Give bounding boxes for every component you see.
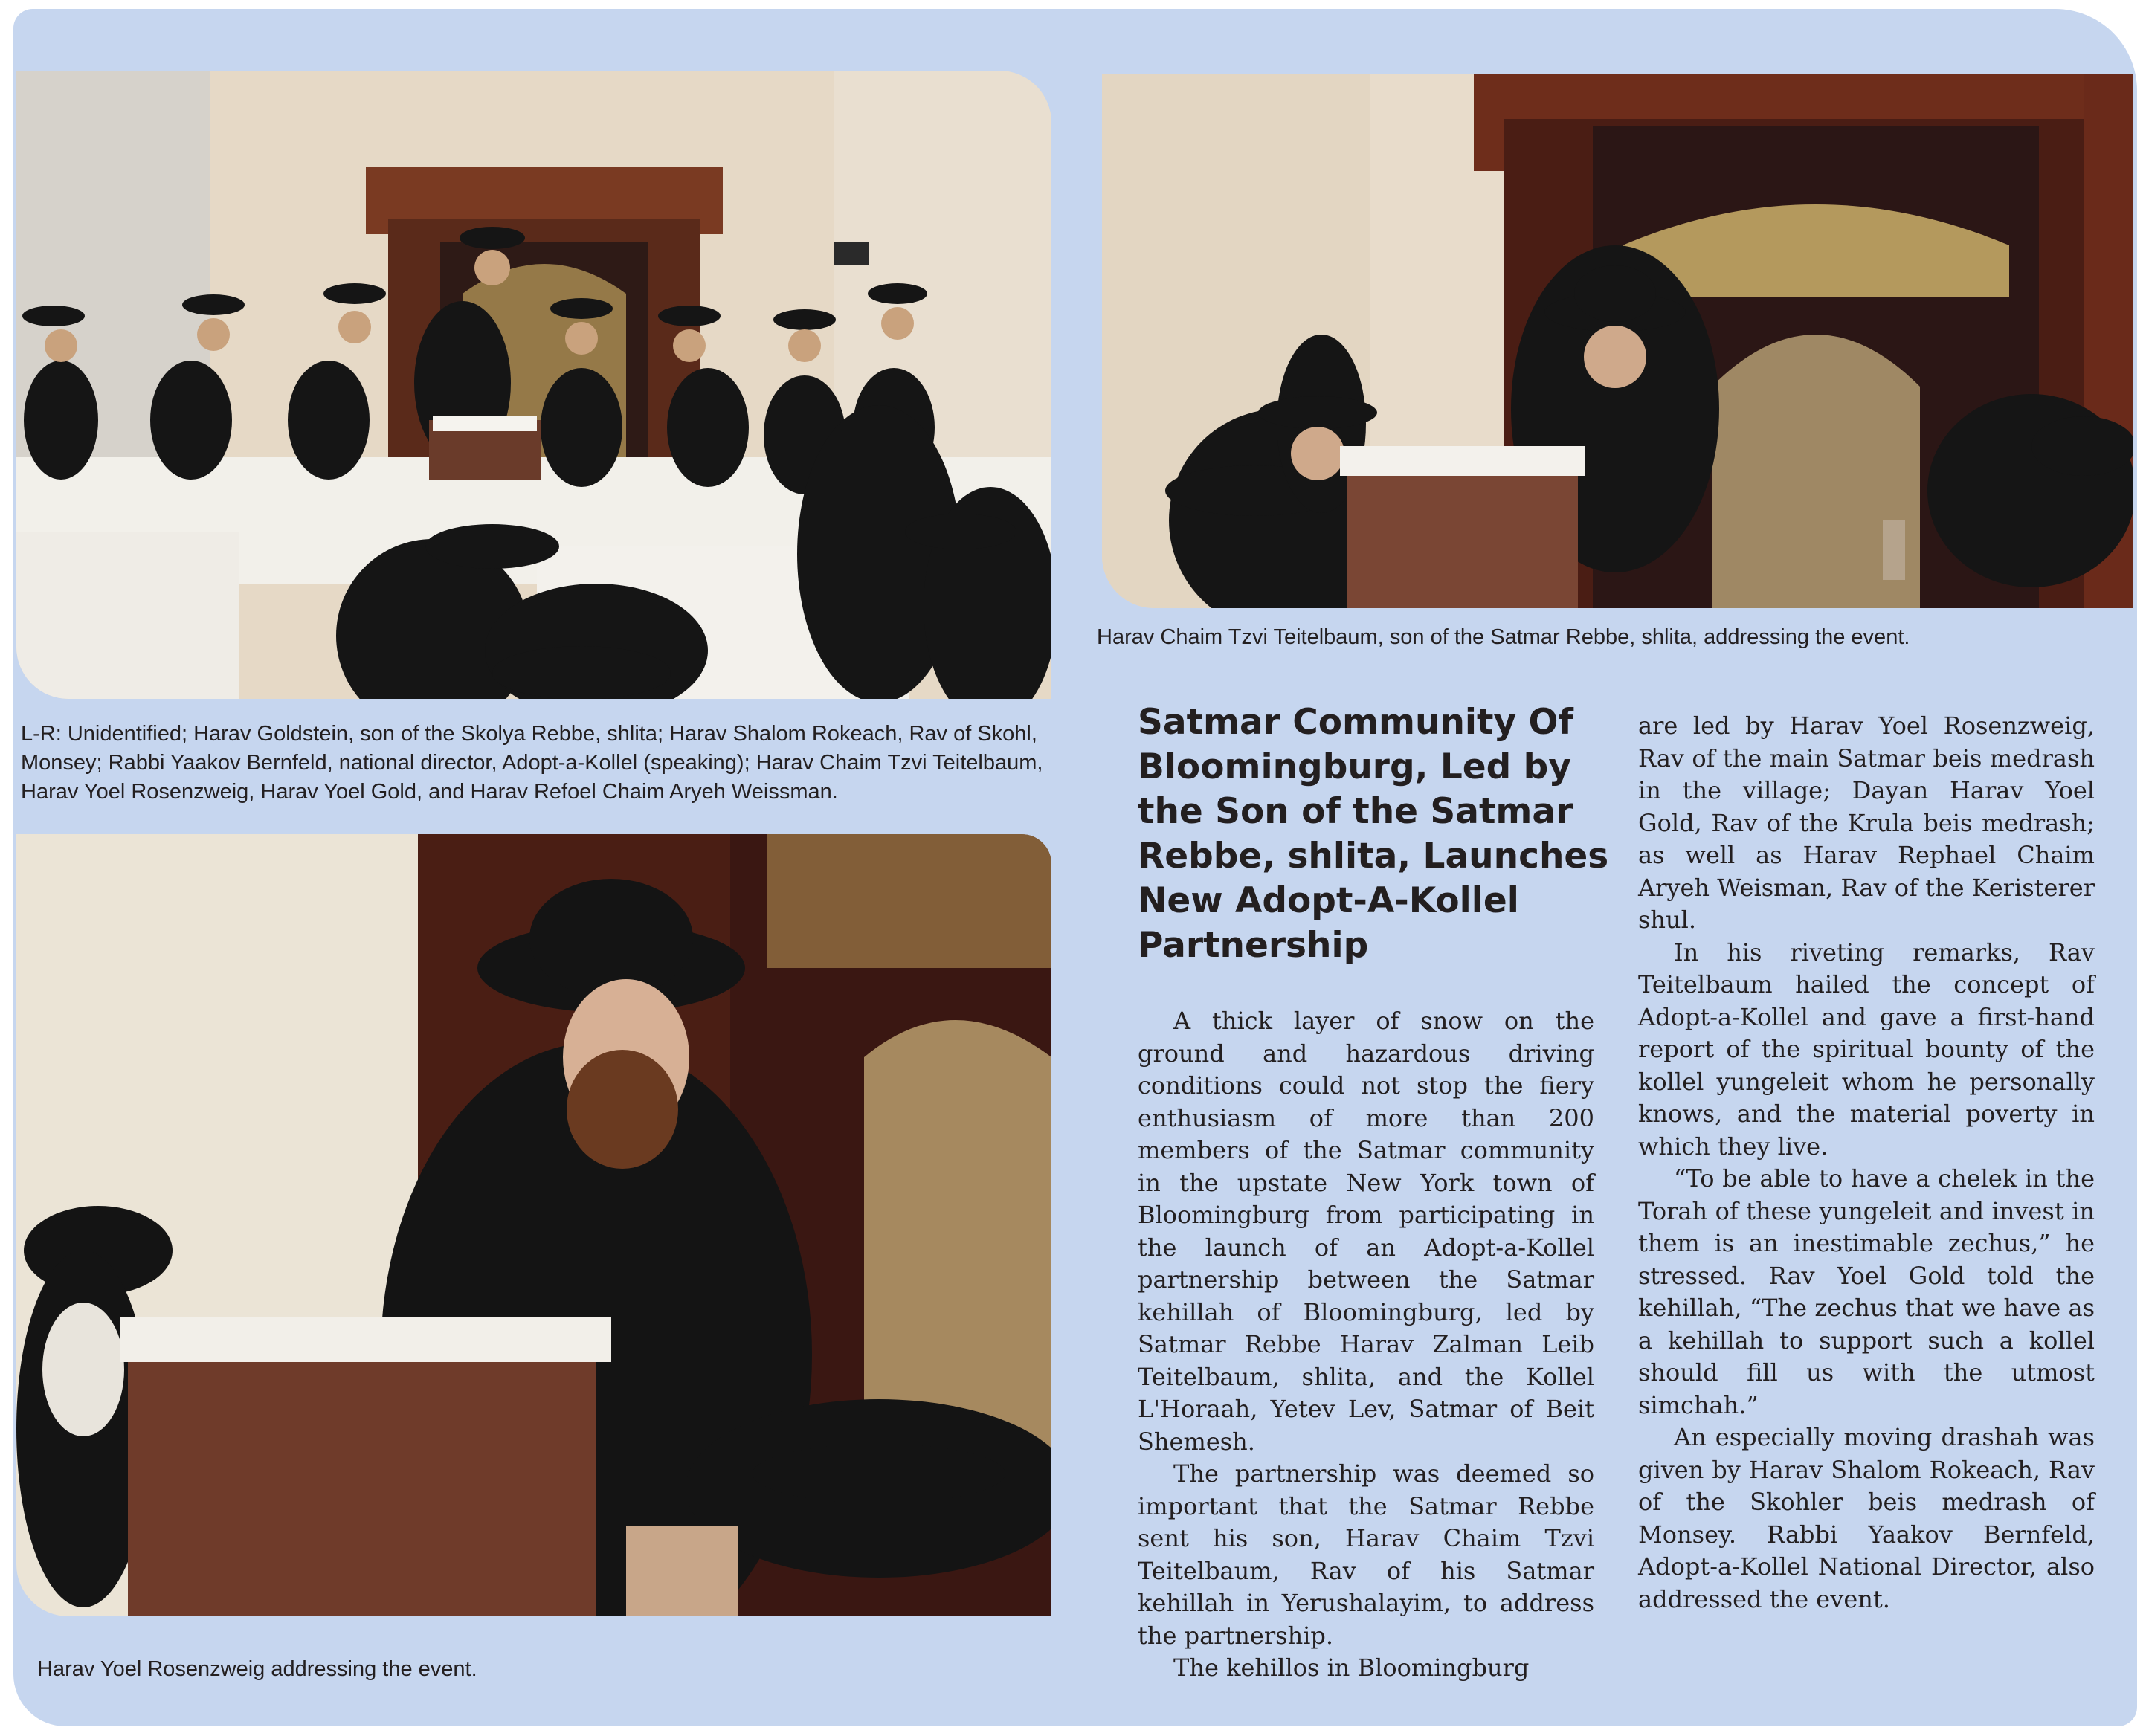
- photo3-caption: [37, 1655, 1004, 1684]
- paragraph: A thick layer of snow on the ground and hazardous driving conditions could not stop the fiery enthusiasm of more than 200 members of the Satmar community in the upstate New York town of Bloomingburg from participating in the launch of an Adopt-a-Kollel partnership between the Satmar kehillah of Bloomingburg, led by Satmar Rebbe Harav Zalman Leib Teitelbaum, shlita, and the Kollel L'Horaah, Yetev Lev, Satmar of Beit Shemesh.: [1138, 1007, 1594, 1456]
- paragraph: “To be able to have a chelek in the Torah of these yungeleit and invest in them is an inestimable zechus,” he stressed. Rav Yoel Gold told the kehillah, “The zechus that we have as a kehillah to support such a kollel should fill us with the utmost simchah.”: [1638, 1164, 2095, 1419]
- article-column-2: [1638, 710, 2095, 1616]
- photo2-caption: [1097, 623, 2123, 652]
- photo-teitelbaum-speaking: [1102, 74, 2133, 608]
- paragraph: An especially moving drashah was given by Harav Shalom Rokeach, Rav of the Skohler beis medrash of Monsey. Rabbi Yaakov Bernfeld, Adopt-a-Kollel National Director, also addressed the event.: [1638, 1423, 2095, 1613]
- article-headline: Satmar Community Of Bloomingburg, Led by the Son of the Satmar Rebbe, shlita, Launches New Adopt-A-Kollel Partnership: [1138, 702, 1609, 966]
- paragraph: are led by Harav Yoel Rosenzweig, Rav of the main Satmar beis medrash in the village; Dayan Harav Yoel Gold, Rav of the Krula beis medrash; as well as Harav Rephael Chaim Aryeh Weisman, Rav of the Keristerer shul.: [1638, 711, 2095, 934]
- caption-text: L-R: Unidentified; Harav Goldstein, son of the Skolya Rebbe, shlita; Harav Shalom Rokeach, Rav of Skohl, Monsey; Rabbi Yaakov Bernfeld, national director, Adopt-a-Kollel (speaking); Harav Chaim Tzvi Teitelbaum, Harav Yoel Rosenzweig, Harav Yoel Gold, and Harav Refoel Chaim Aryeh Weissman.: [21, 722, 1043, 804]
- paragraph: In his riveting remarks, Rav Teitelbaum hailed the concept of Adopt-a-Kollel and gave a first-hand report of the spiritual bounty of the kollel yungeleit whom he personally knows, and the material poverty in which they live.: [1638, 938, 2095, 1161]
- photo-rosenzweig-speaking: [16, 834, 1051, 1616]
- photo-group-meeting: [16, 71, 1051, 699]
- photo1-caption: [21, 720, 1062, 807]
- paragraph: The kehillos in Bloomingburg: [1173, 1653, 1530, 1682]
- caption-text: Harav Yoel Rosenzweig addressing the event.: [37, 1657, 477, 1681]
- article-column-1: [1138, 1005, 1594, 1685]
- caption-text: Harav Chaim Tzvi Teitelbaum, son of the Satmar Rebbe, shlita, addressing the event.: [1097, 625, 1910, 649]
- paragraph: The partnership was deemed so important that the Satmar Rebbe sent his son, Harav Chaim Tzvi Teitelbaum, Rav of his Satmar kehillah in Yerushalayim, to address the partnership.: [1138, 1459, 1594, 1650]
